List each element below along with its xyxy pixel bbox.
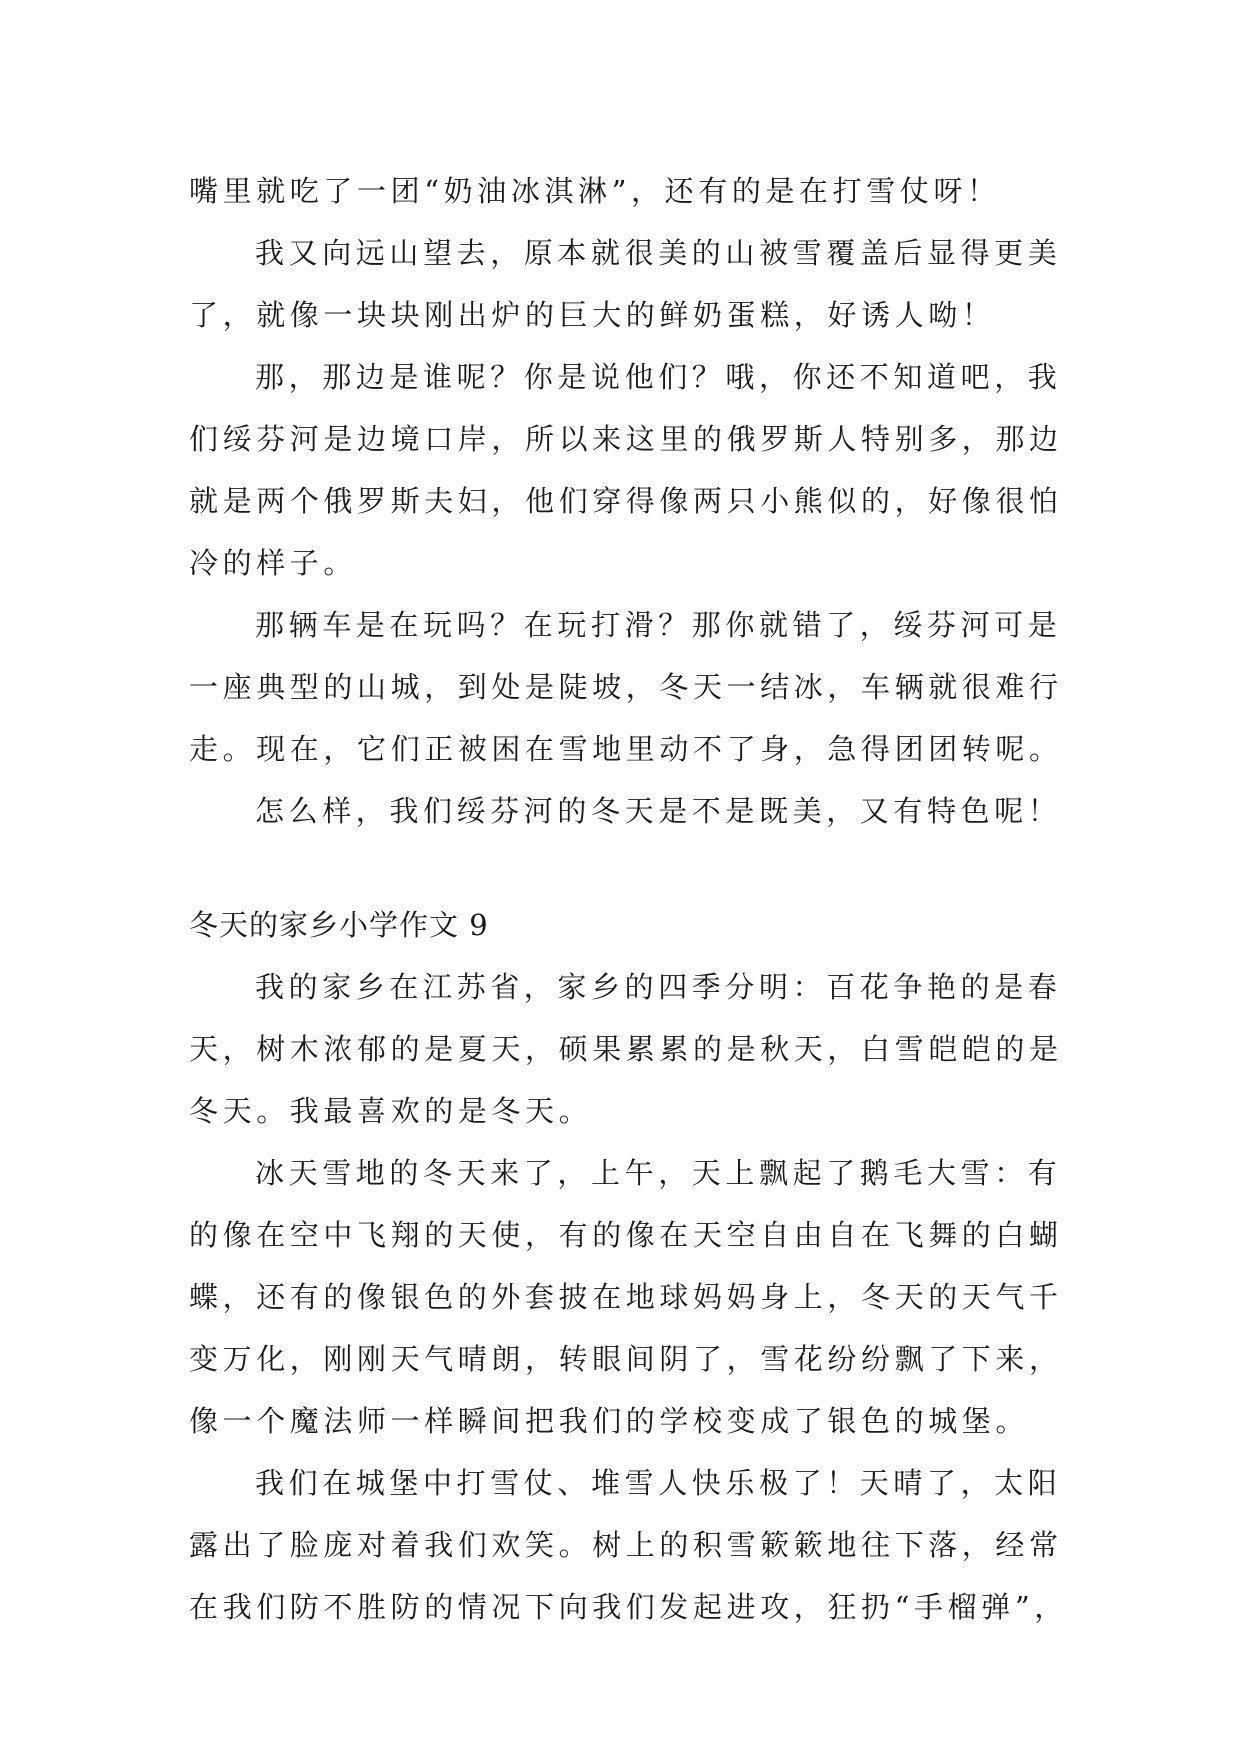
- paragraph-line: 冷的样子。: [189, 546, 358, 580]
- document-body: [189, 160, 1069, 1638]
- paragraph-line: 我的家乡在江苏省，家乡的四季分明：百花争艳的是春: [255, 970, 1062, 1004]
- paragraph-line: 冰天雪地的冬天来了，上午，天上飘起了鹅毛大雪：有: [255, 1156, 1062, 1190]
- paragraph-line: 变万化，刚刚天气晴朗，转眼间阴了，雪花纷纷飘了下来，: [189, 1342, 1063, 1376]
- paragraph-line: 天，树木浓郁的是夏天，硕果累累的是秋天，白雪皑皑的是: [189, 1032, 1063, 1066]
- paragraph-line: 嘴里就吃了一团“奶油冰淇淋”，还有的是在打雪仗呀！: [189, 174, 1001, 208]
- paragraph-line: 我又向远山望去，原本就很美的山被雪覆盖后显得更美: [255, 236, 1062, 270]
- section-title: 冬天的家乡小学作文 9: [189, 908, 489, 942]
- paragraph-line: 露出了脸庞对着我们欢笑。树上的积雪簌簌地往下落，经常: [189, 1528, 1063, 1562]
- paragraph-line: 蝶，还有的像银色的外套披在地球妈妈身上，冬天的天气千: [189, 1280, 1063, 1314]
- paragraph-line: 就是两个俄罗斯夫妇，他们穿得像两只小熊似的，好像很怕: [189, 484, 1063, 518]
- section-spacer: [189, 842, 1069, 894]
- paragraph-line: 怎么样，我们绥芬河的冬天是不是既美，又有特色呢！: [255, 794, 1062, 828]
- paragraph-line: 那，那边是谁呢？你是说他们？哦，你还不知道吧，我: [255, 360, 1062, 394]
- paragraph-line: 在我们防不胜防的情况下向我们发起进攻，狂扔“手榴弹”，: [189, 1590, 1068, 1624]
- paragraph-line: 走。现在，它们正被困在雪地里动不了身，急得团团转呢。: [189, 732, 1063, 766]
- paragraph-line: 冬天。我最喜欢的是冬天。: [189, 1094, 593, 1128]
- paragraph-line: 们绥芬河是边境口岸，所以来这里的俄罗斯人特别多，那边: [189, 422, 1063, 456]
- paragraph-line: 像一个魔法师一样瞬间把我们的学校变成了银色的城堡。: [189, 1404, 1030, 1438]
- paragraph-line: 那辆车是在玩吗？在玩打滑？那你就错了，绥芬河可是: [255, 608, 1062, 642]
- paragraph-line: 我们在城堡中打雪仗、堆雪人快乐极了！天晴了，太阳: [255, 1466, 1062, 1500]
- paragraph-line: 了，就像一块块刚出炉的巨大的鲜奶蛋糕，好诱人呦！: [189, 298, 996, 332]
- paragraph-line: 一座典型的山城，到处是陡坡，冬天一结冰，车辆就很难行: [189, 670, 1063, 704]
- paragraph-line: 的像在空中飞翔的天使，有的像在天空自由自在飞舞的白蝴: [189, 1218, 1063, 1252]
